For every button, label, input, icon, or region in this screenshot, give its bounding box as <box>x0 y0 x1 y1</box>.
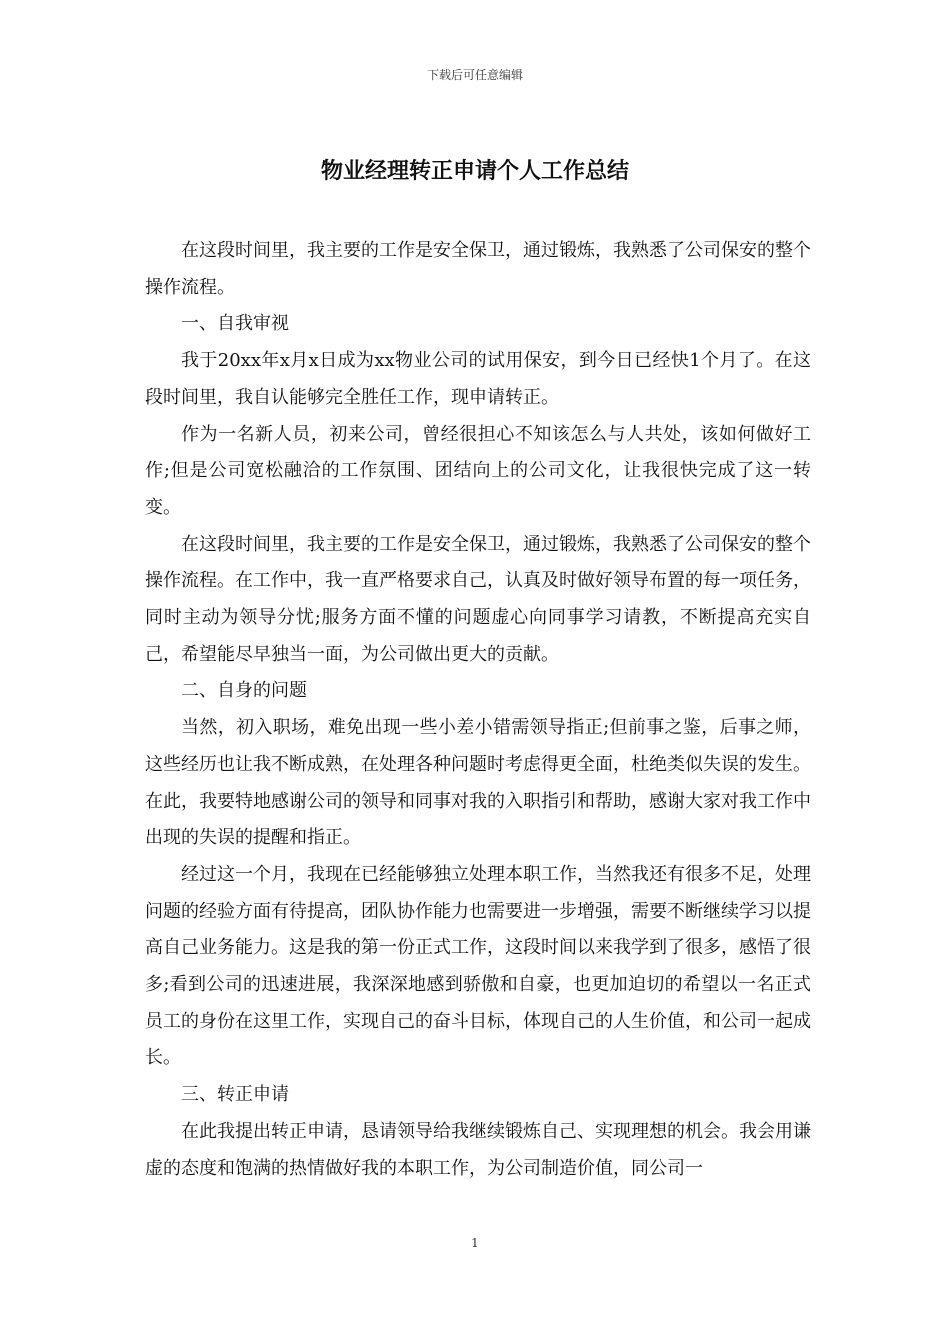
paragraph-growth: 经过这一个月，我现在已经能够独立处理本职工作，当然我还有很多不足，处理问题的经验方面有待提高，团队协作能力也需要进一步增强，需要不断继续学习以提高自己业务能力。这是我的第一份正式工作，这段时间以来我学到了很多，感悟了很多;看到公司的迅速进展，我深深地感到骄傲和自豪，也更加迫切的希望以一名正式员工的身份在这里工作，实现自己的奋斗目标，体现自己的人生价值，和公司一起成长。 <box>145 863 811 1069</box>
document-body <box>145 233 811 1187</box>
paragraph-intro: 在这段时间里，我主要的工作是安全保卫，通过锻炼，我熟悉了公司保安的整个操作流程。 <box>145 240 811 298</box>
document-title: 物业经理转正申请个人工作总结 <box>320 159 629 184</box>
section-heading-application: 三、转正申请 <box>181 1084 289 1106</box>
paragraph-probation-start: 我于20xx年x月x日成为xx物业公司的试用保安，到今日已经快1个月了。在这段时间里，我自认能够完全胜任工作，现申请转正。 <box>145 350 811 408</box>
section-heading-self-review: 一、自我审视 <box>181 313 289 335</box>
page-number: 1 <box>471 1236 479 1250</box>
paragraph-application: 在此我提出转正申请，恳请领导给我继续锻炼自己、实现理想的机会。我会用谦虚的态度和饱满的热情做好我的本职工作，为公司制造价值，同公司一 <box>145 1120 811 1179</box>
section-heading-own-problems: 二、自身的问题 <box>181 680 307 702</box>
paragraph-adaptation: 作为一名新人员，初来公司，曾经很担心不知该怎么与人共处，该如何做好工作;但是公司宽松融洽的工作氛围、团结向上的公司文化，让我很快完成了这一转变。 <box>145 423 811 518</box>
paragraph-work-duties: 在这段时间里，我主要的工作是安全保卫，通过锻炼，我熟悉了公司保安的整个操作流程。在工作中，我一直严格要求自己，认真及时做好领导布置的每一项任务，同时主动为领导分忧;服务方面不懂的问题虚心向同事学习请教，不断提高充实自己，希望能尽早独当一面，为公司做出更大的贡献。 <box>145 533 811 665</box>
paragraph-mistakes: 当然，初入职场，难免出现一些小差小错需领导指正;但前事之鉴，后事之师，这些经历也让我不断成熟，在处理各种问题时考虑得更全面，杜绝类似失误的发生。在此，我要特地感谢公司的领导和同事对我的入职指引和帮助，感谢大家对我工作中出现的失误的提醒和指正。 <box>145 717 811 849</box>
header-note: 下载后可任意编辑 <box>426 68 523 82</box>
